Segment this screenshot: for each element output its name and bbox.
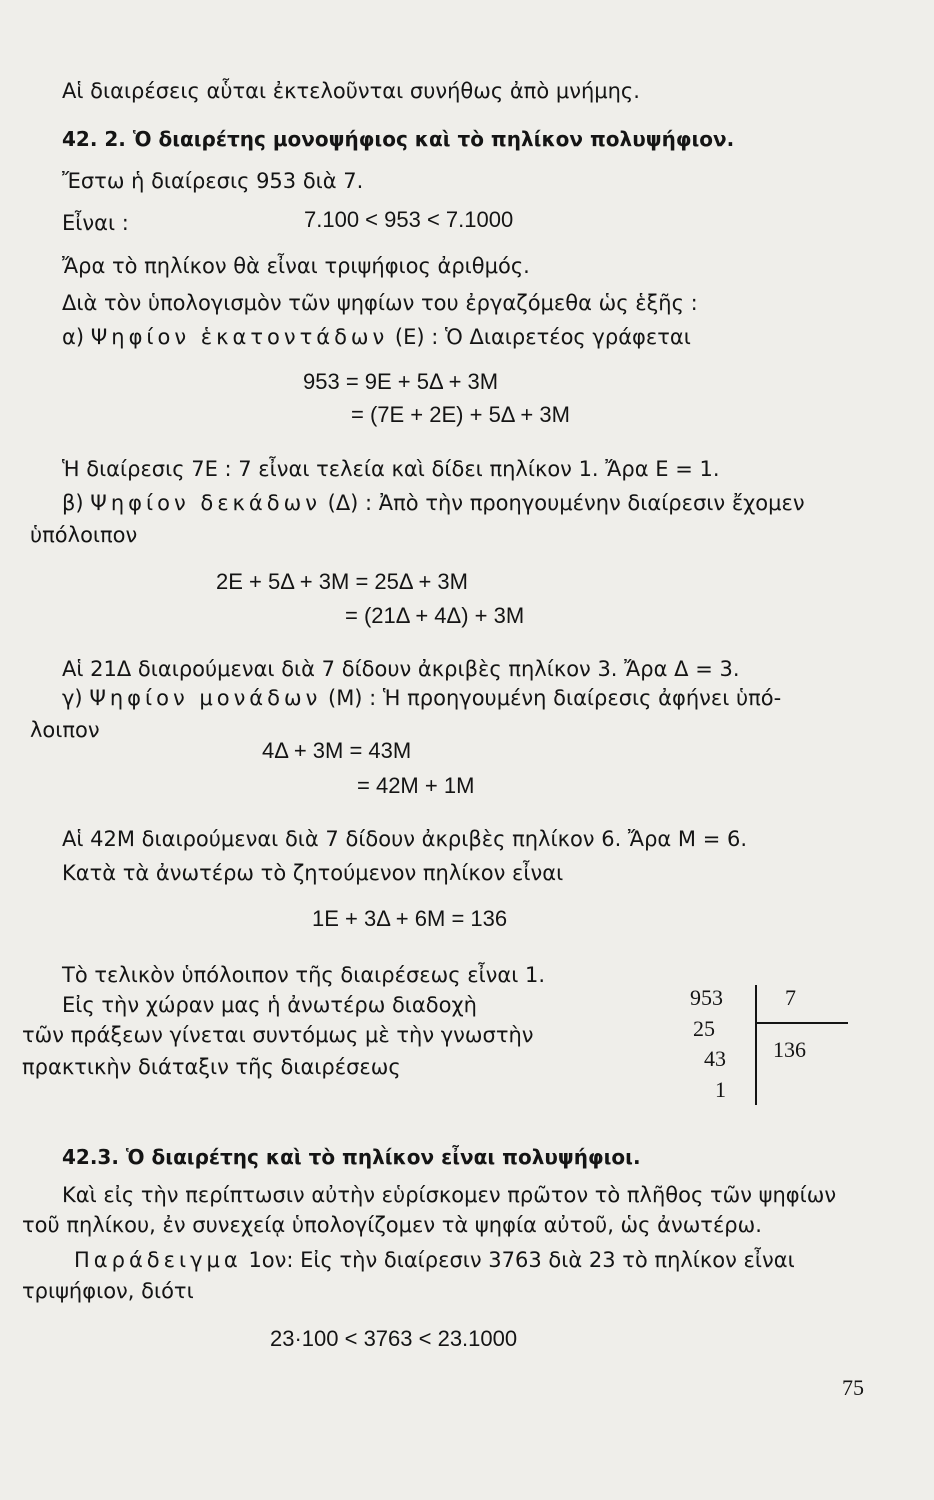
spaced-term: Ψηφίον ἑκατοντάδων [90,325,389,349]
division-remainder: 1 [715,1077,726,1102]
text-line: Ἄρα τὸ πηλίκον θὰ εἶναι τριψήφιος ἀριθμός. [62,254,530,278]
equation: 1Ε + 3Δ + 6Μ = 136 [312,906,508,931]
equation: 2Ε + 5Δ + 3Μ = 25Δ + 3Μ [216,569,468,594]
equation: = (21Δ + 4Δ) + 3Μ [345,603,525,628]
text-line: Τὸ τελικὸν ὑπόλοιπον τῆς διαιρέσεως εἶναι 1. [62,963,546,987]
text-line: Κατὰ τὰ ἀνωτέρω τὸ ζητούμενον πηλίκον εἶναι [62,861,564,885]
text-line: Ἔστω ἡ διαίρεσις 953 διὰ 7. [62,169,364,193]
item-text: (Ε) : Ὁ Διαιρετέος γράφεται [394,325,691,349]
text-line [62,490,805,516]
item-text: 1ον: Εἰς τὴν διαίρεσιν 3763 διὰ 23 τὸ πηλίκον εἶναι [248,1248,795,1272]
text-line: τῶν πράξεων γίνεται συντόμως μὲ τὴν γνωστὴν [22,1023,534,1047]
equation: 4Δ + 3Μ = 43Μ [262,738,412,763]
text-line: Εἰς τὴν χώραν μας ἡ ἀνωτέρω διαδοχὴ [62,993,477,1017]
text-line: Αἱ 42Μ διαιρούμεναι διὰ 7 δίδουν ἀκριβὲς πηλίκον 6. Ἄρα Μ = 6. [62,827,748,851]
equation: = 42Μ + 1Μ [357,773,475,798]
division-dividend: 953 [690,985,723,1010]
inequality: 7.100 < 953 < 7.1000 [304,207,514,232]
text-line: Αἱ 21Δ διαιρούμεναι διὰ 7 δίδουν ἀκριβὲς πηλίκον 3. Ἄρα Δ = 3. [62,657,740,681]
page-number: 75 [842,1375,864,1400]
section-heading-42-2: 42. 2. Ὁ διαιρέτης μονοψήφιος καὶ τὸ πηλίκον πολυψήφιον. [62,127,735,151]
text-line: ὑπόλοιπον [30,523,138,547]
division-horizontal-rule [756,1022,848,1024]
item-label: α) [62,325,85,349]
item-label: γ) [62,686,83,710]
item-text: (Μ) : Ἡ προηγουμένη διαίρεσις ἀφήνει ὑπό- [328,686,782,710]
text-line: Καὶ εἰς τὴν περίπτωσιν αὐτὴν εὑρίσκομεν πρῶτον τὸ πλῆθος τῶν ψηφίων [62,1183,837,1207]
text-line: Αἱ διαιρέσεις αὗται ἐκτελοῦνται συνήθως ἀπὸ μνήμης. [62,79,640,103]
equation: 953 = 9Ε + 5Δ + 3Μ [303,369,499,394]
text-line: Ἡ διαίρεσις 7Ε : 7 εἶναι τελεία καὶ δίδει πηλίκον 1. Ἄρα Ε = 1. [62,457,720,481]
division-quotient: 136 [773,1037,806,1062]
text-line [74,1247,795,1273]
text-line: Διὰ τὸν ὑπολογισμὸν τῶν ψηφίων του ἐργαζόμεθα ὡς ἑξῆς : [62,291,698,315]
text-line: τοῦ πηλίκου, ἐν συνεχείᾳ ὑπολογίζομεν τὰ ψηφία αὐτοῦ, ὡς ἀνωτέρω. [22,1213,762,1237]
spaced-term: Ψηφίον μονάδων [89,686,322,710]
item-text: (Δ) : Ἀπὸ τὴν προηγουμένην διαίρεσιν ἔχομεν [327,491,805,515]
text-line [62,685,781,711]
text-line [62,324,691,350]
spaced-term: Ψηφίον δεκάδων [90,491,321,515]
equation: = (7Ε + 2Ε) + 5Δ + 3Μ [351,402,570,427]
inequality: 23·100 < 3763 < 23.1000 [270,1326,518,1351]
division-remainder: 25 [693,1016,715,1041]
division-divisor: 7 [785,985,796,1010]
item-label: β) [62,491,84,515]
section-heading-42-3: 42.3. Ὁ διαιρέτης καὶ τὸ πηλίκον εἶναι πολυψήφιοι. [62,1145,641,1169]
text-line: Εἶναι : [62,211,129,235]
division-vertical-rule [755,985,757,1105]
text-line: πρακτικὴν διάταξιν τῆς διαιρέσεως [22,1055,401,1079]
text-line: τριψήφιον, διότι [22,1279,194,1303]
division-remainder: 43 [704,1046,726,1071]
text-line: λοιπον [30,718,100,742]
spaced-term: Παράδειγμα [74,1248,242,1272]
